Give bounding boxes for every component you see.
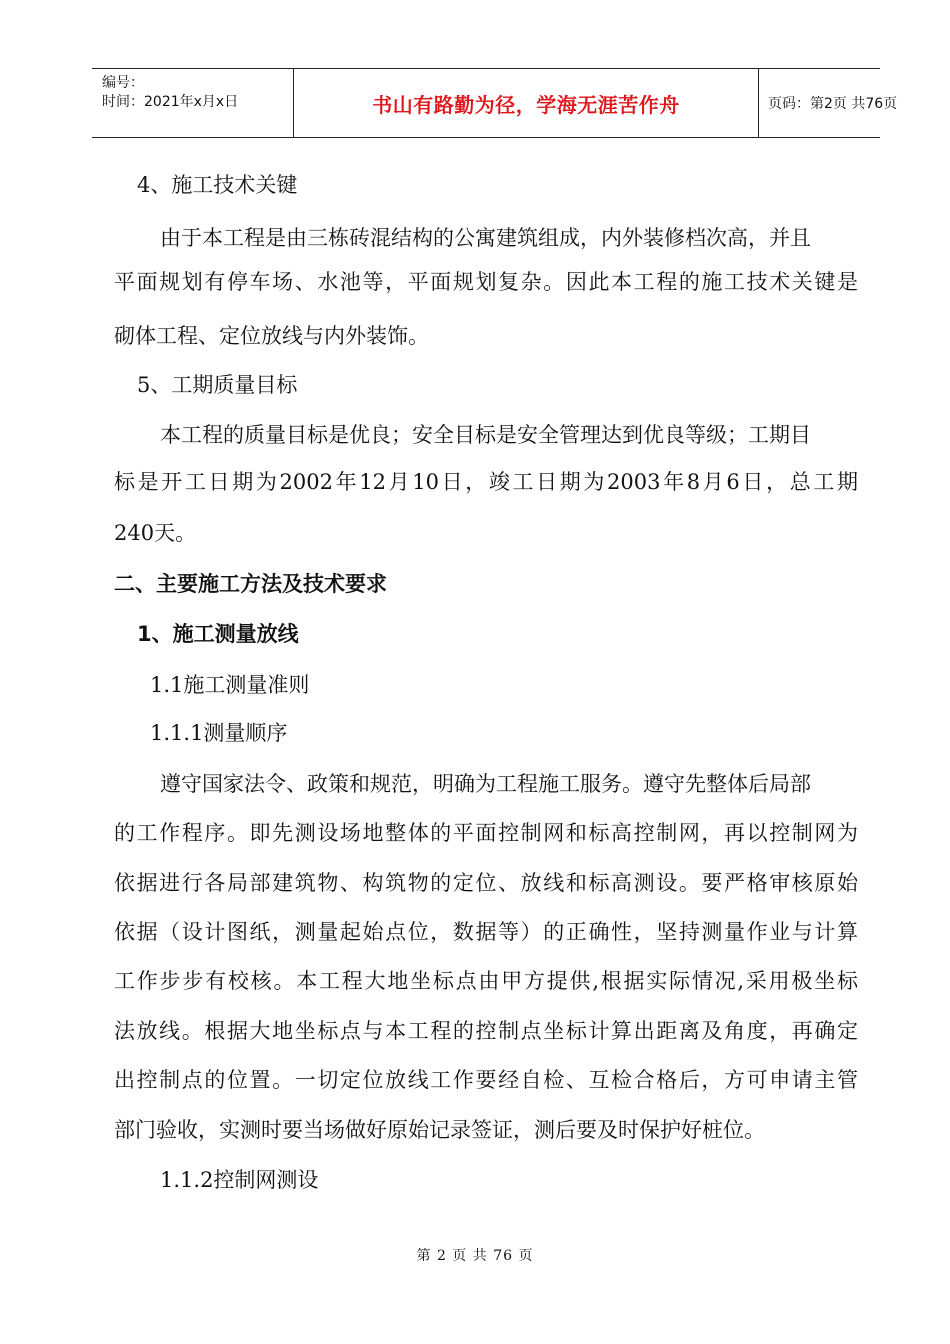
section-4-paragraph-line-3: 砌体工程、定位放线与内外装饰。 bbox=[114, 324, 429, 348]
measurement-paragraph-line-8: 部门验收，实测时要当场做好原始记录签证，测后要及时保护好桩位。 bbox=[114, 1118, 765, 1142]
chapter-2-heading: 二、主要施工方法及技术要求 bbox=[114, 572, 387, 596]
subsection-1-1-1-heading: 1.1.1测量顺序 bbox=[150, 721, 288, 745]
measurement-paragraph-line-7: 出控制点的位置。一切定位放线工作要经自检、互检合格后，方可申请主管 bbox=[114, 1068, 858, 1092]
header-motto-cell bbox=[293, 69, 759, 137]
measurement-paragraph-line-3: 依据进行各局部建筑物、构筑物的定位、放线和标高测设。要严格审核原始 bbox=[114, 871, 858, 895]
motto-text: 书山有路勤为径，学海无涯苦作舟 bbox=[372, 92, 680, 117]
section-4-paragraph-line-2: 平面规划有停车场、水池等，平面规划复杂。因此本工程的施工技术关键是 bbox=[114, 270, 858, 294]
section-5-paragraph-line-1: 本工程的质量目标是优良；安全目标是安全管理达到优良等级；工期目 bbox=[160, 423, 811, 447]
header-meta-cell bbox=[92, 69, 293, 137]
section-4-heading: 4、施工技术关键 bbox=[137, 173, 298, 197]
measurement-paragraph-line-6: 法放线。根据大地坐标点与本工程的控制点坐标计算出距离及角度，再确定 bbox=[114, 1019, 858, 1043]
section-5-heading: 5、工期质量目标 bbox=[137, 373, 298, 397]
section-5-paragraph-line-3: 240天。 bbox=[114, 521, 197, 545]
page-header bbox=[92, 68, 898, 138]
section-4-paragraph-line-1: 由于本工程是由三栋砖混结构的公寓建筑组成，内外装修档次高，并且 bbox=[160, 226, 811, 250]
measurement-paragraph-line-5: 工作步步有校核。本工程大地坐标点由甲方提供,根据实际情况,采用极坐标 bbox=[114, 969, 858, 993]
measurement-paragraph-line-1: 遵守国家法令、政策和规范，明确为工程施工服务。遵守先整体后局部 bbox=[160, 772, 811, 796]
subsection-1-1-heading: 1.1施工测量准则 bbox=[150, 673, 310, 697]
section-5-paragraph-line-2: 标是开工日期为2002年12月10日，竣工日期为2003年8月6日，总工期 bbox=[114, 470, 858, 494]
page-footer: 第 2 页 共 76 页 bbox=[416, 1248, 534, 1264]
measurement-paragraph-line-4: 依据（设计图纸，测量起始点位，数据等）的正确性，坚持测量作业与计算 bbox=[114, 920, 858, 944]
page-code: 页码：第2页 共76页 bbox=[768, 96, 898, 112]
measurement-paragraph-line-2: 的工作程序。即先测设场地整体的平面控制网和标高控制网，再以控制网为 bbox=[114, 821, 858, 845]
header-page-cell bbox=[758, 69, 898, 137]
section-1-heading: 1、施工测量放线 bbox=[137, 622, 299, 646]
subsection-1-1-2-heading: 1.1.2控制网测设 bbox=[160, 1168, 319, 1192]
time-label: 时间：2021年x月x日 bbox=[102, 94, 239, 110]
code-label: 编号： bbox=[102, 75, 144, 91]
